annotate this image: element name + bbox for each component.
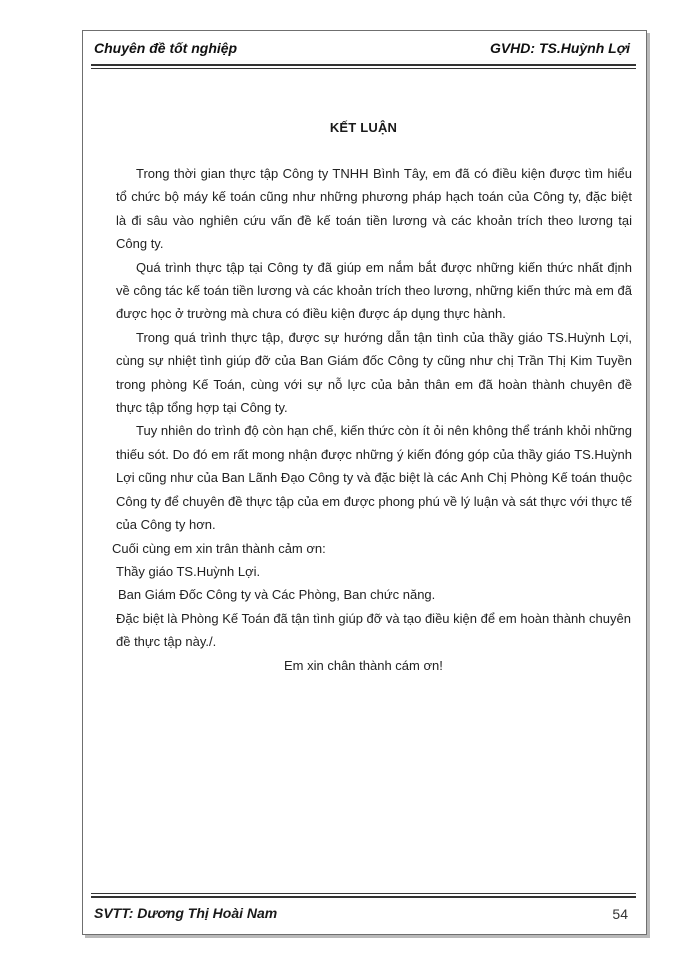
closing-intro: Cuối cùng em xin trân thành cảm ơn:	[112, 540, 326, 556]
page-number: 54	[612, 906, 628, 922]
closing-item: Đặc biệt là Phòng Kế Toán đã tận tình giúp đỡ và tạo điều kiện để em hoàn thành chuyên đề thực tập này./.	[116, 610, 631, 650]
paragraph: Trong thời gian thực tập Công ty TNHH Bình Tây, em đã có điều kiện được tìm hiểu tổ chức bộ máy kế toán cũng như những phương pháp hạch toán của Công ty, đặc biệt là đi sâu vào nghiên cứu vấn đề kế toán tiền lương và các khoản trích theo lương tại Công ty.	[116, 166, 632, 252]
closing-thanks: Em xin chân thành cám ơn!	[284, 657, 443, 673]
page-title: KẾT LUẬN	[329, 120, 398, 135]
header-supervisor: GVHD: TS.Huỳnh Lợi	[489, 40, 630, 56]
header-document-type: Chuyên đề tốt nghiệp	[94, 40, 238, 56]
header-divider	[91, 64, 636, 69]
closing-item: Thầy giáo TS.Huỳnh Lợi.	[116, 563, 261, 579]
document-body	[112, 162, 632, 677]
footer-divider	[91, 893, 636, 898]
paragraph: Quá trình thực tập tại Công ty đã giúp em nắm bắt được những kiến thức nhất định về công tác kế toán tiền lương và các khoản trích theo lương, những kiến thức mà em đã được học ở trường mà chưa có điều kiện được áp dụng thực hành.	[116, 259, 632, 322]
footer-student-name: SVTT: Dương Thị Hoài Nam	[94, 905, 278, 921]
paragraph: Trong quá trình thực tập, được sự hướng dẫn tận tình của thầy giáo TS.Huỳnh Lợi, cùng sự nhiệt tình giúp đỡ của Ban Giám đốc Công ty cũng như chị Trần Thị Kim Tuyền trong phòng Kế Toán, cùng với sự nỗ lực của bản thân em đã hoàn thành chuyên đề thực tập tổng hợp tại Công ty.	[116, 329, 632, 416]
page-footer	[91, 905, 636, 927]
page-header	[91, 40, 636, 62]
paragraph: Tuy nhiên do trình độ còn hạn chế, kiến thức còn ít ỏi nên không thể tránh khỏi những thiếu sót. Do đó em rất mong nhận được những ý kiến đóng góp của thầy giáo TS.Huỳnh Lợi cũng như của Ban Lãnh Đạo Công ty và đặc biệt là các Anh Chị Phòng Kế toán thuộc Công ty để chuyên đề thực tập của em được phong phú về lý luận và sát thực với thực tế của Công ty hơn.	[116, 423, 632, 533]
closing-item: Ban Giám Đốc Công ty và Các Phòng, Ban chức năng.	[118, 587, 436, 603]
